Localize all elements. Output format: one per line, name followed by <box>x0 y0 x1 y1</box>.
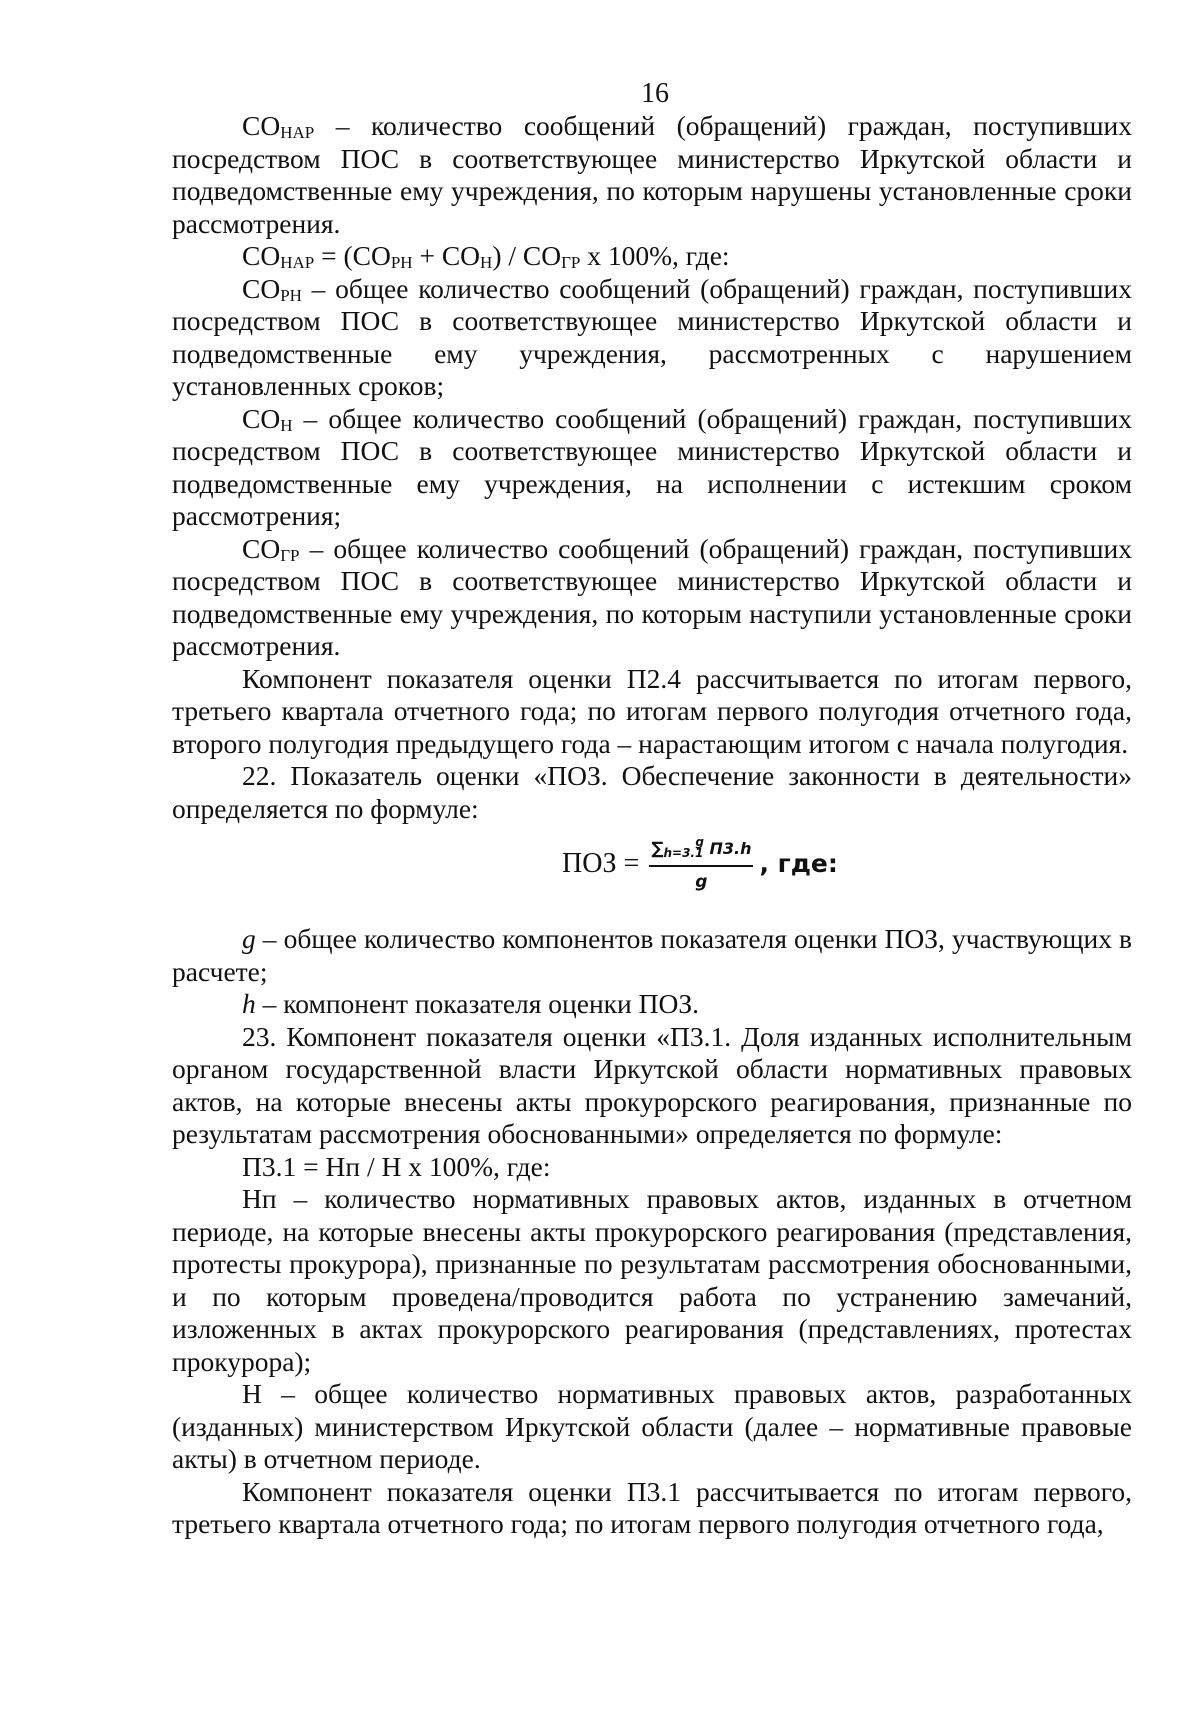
paragraph-text: – компонент показателя оценки ПОЗ. <box>255 988 699 1019</box>
paragraph-g-definition <box>172 923 1132 988</box>
formula-operator: = ( <box>314 240 353 271</box>
paragraph-n-definition: Н – общее количество нормативных правовых актов, разработанных (изданных) министерством Иркутской области (далее – нормативные правовые акты) в отчетном периоде. <box>172 1378 1132 1474</box>
poz-fraction-denominator: g <box>695 872 708 892</box>
subscript-gr: ГР <box>280 545 300 565</box>
symbol-co: СО <box>242 402 281 434</box>
poz-formula <box>562 833 838 894</box>
poz-fraction <box>649 833 753 894</box>
formula-tail: х 100%, где: <box>580 240 730 271</box>
variable-h: h <box>242 988 256 1019</box>
symbol-co: СО <box>441 240 481 271</box>
sum-symbol: ∑ <box>651 839 664 859</box>
symbol-co: СО <box>242 240 281 271</box>
subscript-nar: НАР <box>280 123 315 142</box>
formula-co-nar <box>172 240 1132 273</box>
poz-fraction-numerator <box>649 833 753 867</box>
paragraph-co-rn <box>172 273 1132 403</box>
sum-term: П3.h <box>703 839 752 858</box>
formula-p31: П3.1 = Нп / Н х 100%, где: <box>242 1150 551 1182</box>
variable-g: g <box>242 923 256 954</box>
poz-formula-lhs: ПОЗ = <box>562 847 640 879</box>
paragraph-h-definition <box>172 988 1132 1021</box>
sum-upper-limit: g <box>695 835 704 849</box>
poz-formula-block <box>172 825 1132 923</box>
paragraph-text: – общее количество сообщений (обращений) граждан, поступивших посредством ПОС в соответствующее министерство Иркутской области и подведомственные ему учреждения, рассмотренных с нарушением установленных сроков; <box>172 272 1132 401</box>
subscript-n: Н <box>280 415 293 435</box>
symbol-co: СО <box>352 240 391 271</box>
subscript-rn: РН <box>390 253 413 272</box>
poz-formula-rhs: , где: <box>759 849 838 878</box>
symbol-co: СО <box>242 532 281 564</box>
paragraph-text: – общее количество сообщений (обращений) граждан, поступивших посредством ПОС в соответствующее министерство Иркутской области и подведомственные ему учреждения, на исполнении с истекшим сроком рассмотрения; <box>172 402 1132 531</box>
paragraph-p31-calculation: Компонент показателя оценки П3.1 рассчитывается по итогам первого, третьего квартала отчетного года; по итогам первого полугодия отчетного года, <box>172 1475 1132 1539</box>
symbol-co: СО <box>522 240 562 271</box>
symbol-co: СО <box>242 110 281 141</box>
paragraph-text: – общее количество компонентов показателя оценки ПОЗ, участвующих в расчете; <box>172 923 1132 987</box>
paragraph-23: 23. Компонент показателя оценки «П3.1. Доля изданных исполнительным органом государственной власти Иркутской области нормативных правовых актов, на которые внесены акты прокурорского реагирования, признанные по результатам рассмотрения обоснованными» определяется по формуле: <box>172 1020 1132 1149</box>
formula-operator: ) / <box>492 240 523 271</box>
subscript-nar: НАР <box>280 253 315 272</box>
paragraph-text: – количество сообщений (обращений) граждан, поступивших посредством ПОС в соответствующее министерство Иркутской области и подведомственные ему учреждения, по которым нарушены установленные сроки рассмотрения. <box>172 110 1132 239</box>
page-number: 16 <box>641 78 669 109</box>
paragraph-co-gr <box>172 533 1132 663</box>
paragraph-22: 22. Показатель оценки «ПОЗ. Обеспечение законности в деятельности» определяется по формуле: <box>172 760 1132 824</box>
formula-operator: + <box>412 240 442 271</box>
paragraph-np-definition: Нп – количество нормативных правовых актов, изданных в отчетном периоде, на которые внесены акты прокурорского реагирования (представления, протесты прокурора), признанные по результатам рассмотрения обоснованными, и по которым проведена/проводится работа по устранению замечаний, изложенных в актах прокурорского реагирования (представлениях, протестах прокурора); <box>172 1183 1132 1377</box>
paragraph-text: – общее количество сообщений (обращений) граждан, поступивших посредством ПОС в соответствующее министерство Иркутской области и подведомственные ему учреждения, по которым наступили установленные сроки рассмотрения. <box>172 532 1132 661</box>
symbol-co: СО <box>242 272 281 304</box>
subscript-gr: ГР <box>561 253 581 272</box>
paragraph-co-n <box>172 403 1132 533</box>
subscript-n: Н <box>480 253 493 272</box>
sum-lower-limit: h=3.1 <box>663 846 704 860</box>
paragraph-p24-calculation: Компонент показателя оценки П2.4 рассчитывается по итогам первого, третьего квартала отчетного года; по итогам первого полугодия отчетного года, второго полугодия предыдущего года – нарастающим итогом с начала полугодия. <box>172 662 1132 759</box>
subscript-rn: РН <box>280 285 302 305</box>
paragraph-co-nar <box>172 110 1132 240</box>
